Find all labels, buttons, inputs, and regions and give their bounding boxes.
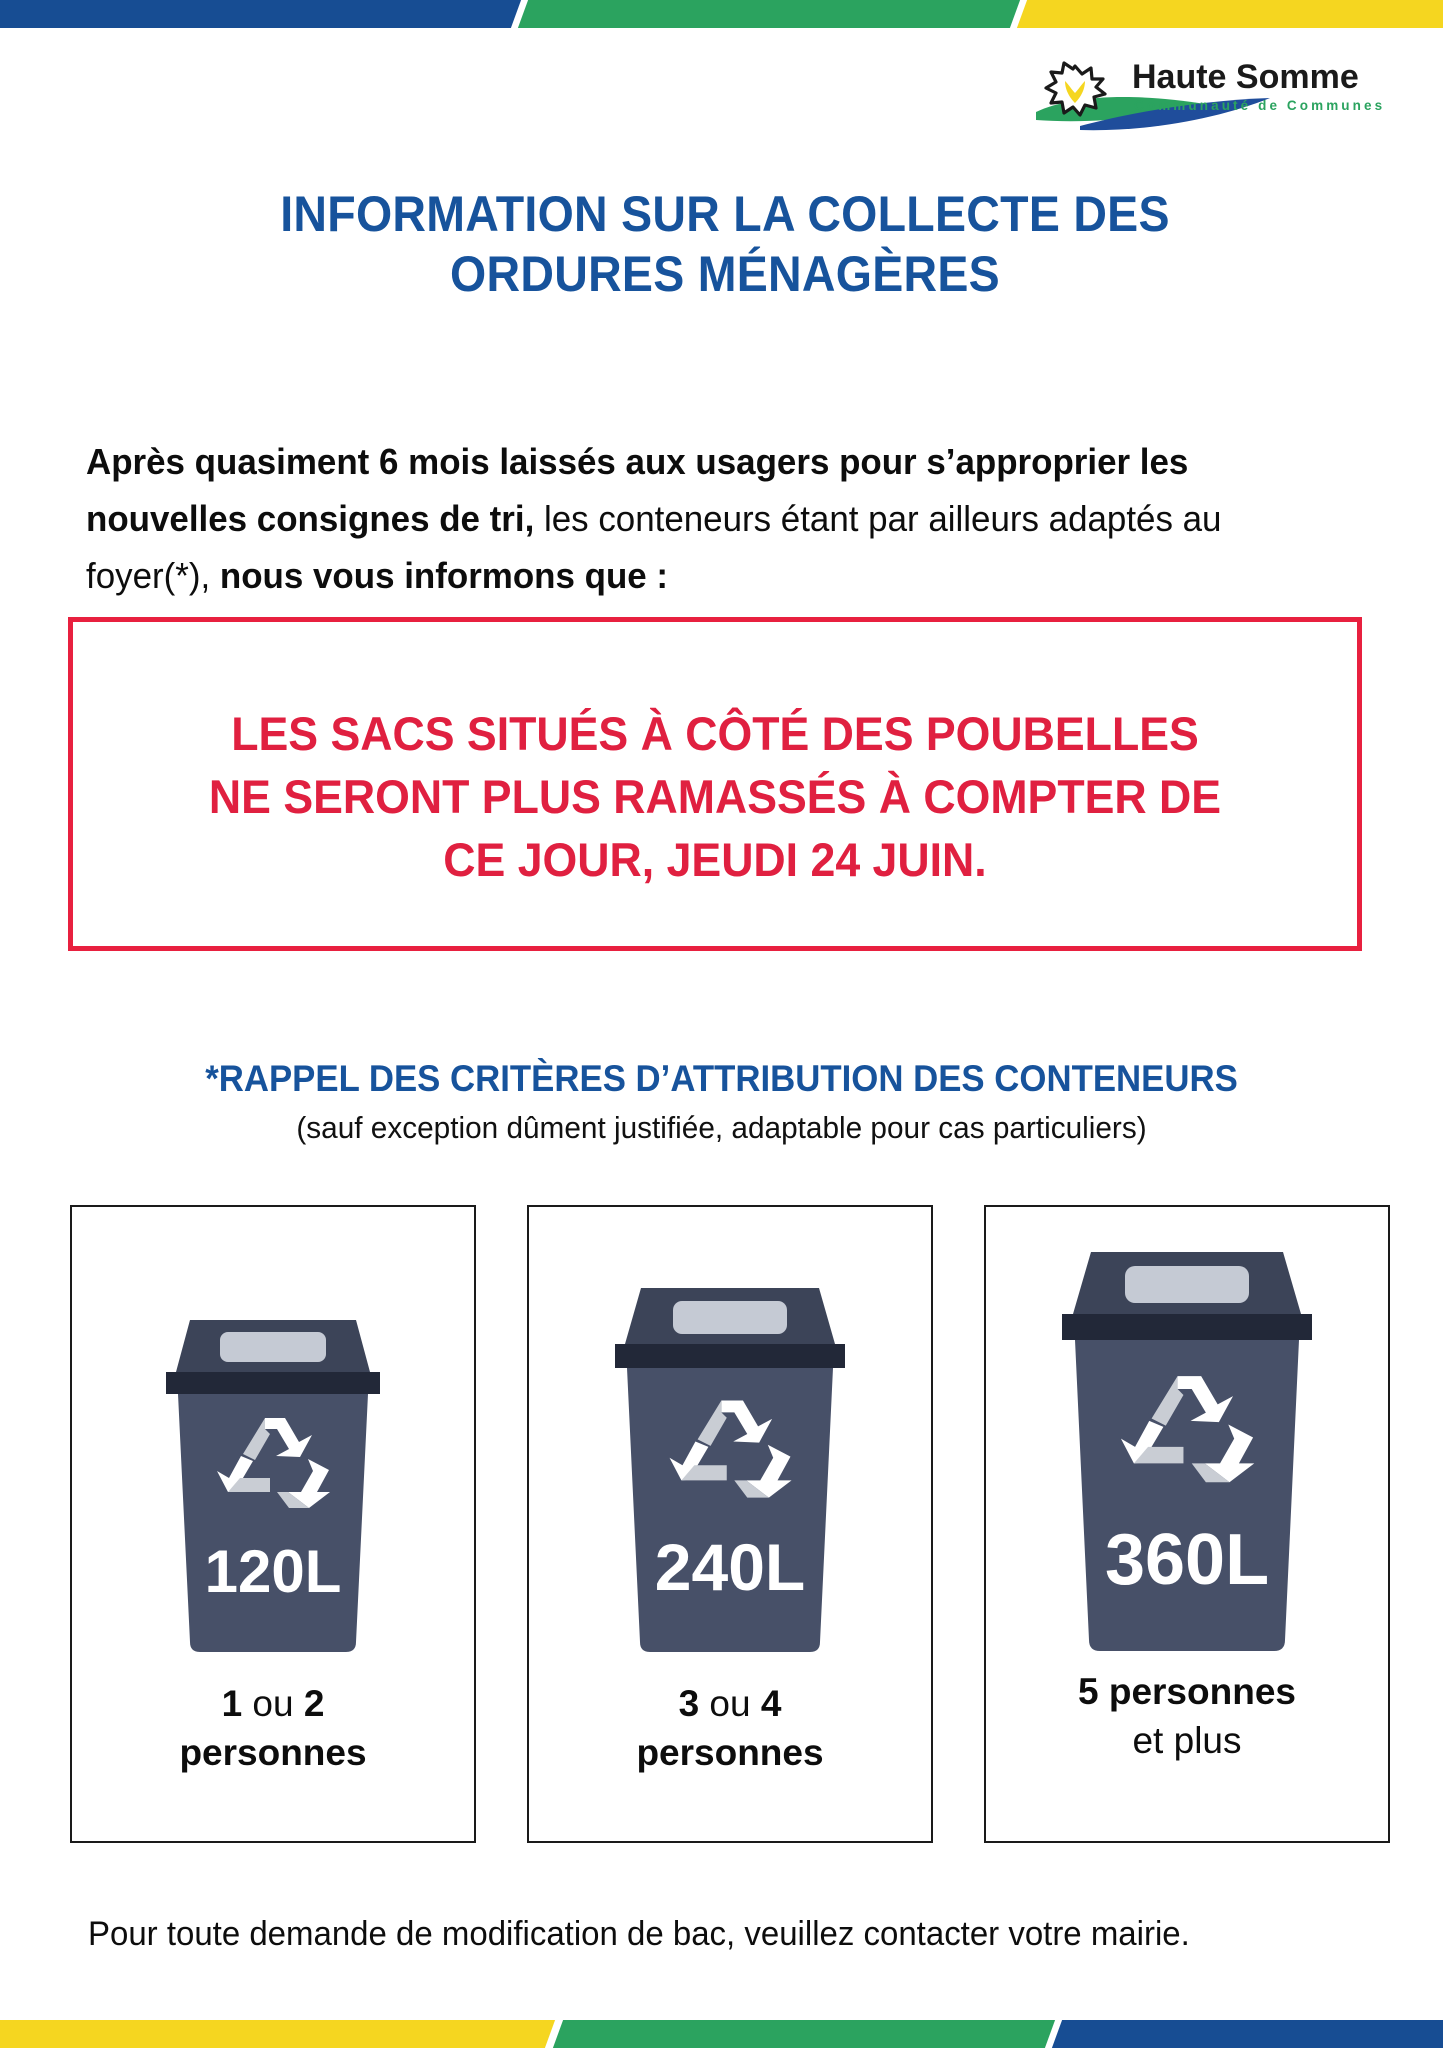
footer-note: Pour toute demande de modification de bac, veuillez contacter votre mairie. (88, 1915, 1190, 1953)
page-title-line-2: ORDURES MÉNAGÈRES (450, 246, 1000, 302)
caption-conjunction: ou (699, 1683, 761, 1724)
bin-criteria-cards (70, 1205, 1390, 1845)
bin-card-caption-360l (986, 1667, 1388, 1765)
bottom-bar-green-segment (553, 2020, 1055, 2048)
trash-bin-icon (595, 1280, 865, 1662)
bin-volume-label: 360L (1104, 1520, 1270, 1600)
alert-box (68, 617, 1362, 951)
top-bar-yellow-segment (1017, 0, 1443, 28)
caption-line-1 (72, 1679, 474, 1728)
bottom-bar-blue-segment (1052, 2020, 1443, 2048)
trash-bin-icon (148, 1312, 398, 1662)
criteria-heading: *RAPPEL DES CRITÈRES D’ATTRIBUTION DES CONTENEURS (205, 1058, 1238, 1099)
intro-bold-lead: Après quasiment 6 mois laissés aux usagers pour s’approprier les nouvelles consignes de tri, (86, 441, 1189, 539)
logo-subtitle: Communauté de Communes (1134, 98, 1386, 113)
caption-count-b: 2 (303, 1683, 325, 1724)
caption-count-a: 1 (221, 1683, 243, 1724)
top-color-bar (0, 0, 1443, 28)
intro-paragraph (86, 433, 1337, 604)
caption-line-2 (72, 1728, 474, 1777)
caption-count-a: 3 (678, 1683, 700, 1724)
alert-line-2: NE SERONT PLUS RAMASSÉS À COMPTER DE (208, 770, 1222, 823)
caption-line-1 (986, 1667, 1388, 1716)
bin-card-120l (70, 1205, 476, 1843)
caption-line-1 (529, 1679, 931, 1728)
alert-line-1: LES SACS SITUÉS À CÔTÉ DES POUBELLES (231, 707, 1199, 760)
bin-volume-label: 240L (654, 1530, 806, 1604)
trash-bin-icon (1041, 1244, 1333, 1662)
caption-count-b: 4 (760, 1683, 782, 1724)
caption-conjunction: ou (242, 1683, 304, 1724)
caption-noun: et plus (1132, 1720, 1242, 1761)
intro-normal-text: les conteneurs étant par ailleurs adaptés au foyer(*), (86, 498, 1222, 596)
bin-card-caption-240l (529, 1679, 931, 1777)
caption-line-2 (986, 1716, 1388, 1765)
page-title (162, 184, 1287, 304)
criteria-subheading: (sauf exception dûment justifiée, adaptable pour cas particuliers) (296, 1110, 1147, 1145)
bin-card-caption-120l (72, 1679, 474, 1777)
bottom-bar-yellow-segment (0, 2020, 555, 2048)
alert-line-3: CE JOUR, JEUDI 24 JUIN. (443, 833, 987, 886)
bin-card-240l (527, 1205, 933, 1843)
intro-bold-tail: nous vous informons que : (210, 555, 669, 596)
logo-icon (1020, 52, 1420, 132)
bin-card-360l (984, 1205, 1390, 1843)
caption-noun: personnes (636, 1732, 824, 1773)
bin-illustration-120l (72, 1307, 474, 1662)
logo-title: Haute Somme (1132, 58, 1359, 96)
bin-illustration-360l (986, 1239, 1388, 1662)
caption-line-2 (529, 1728, 931, 1777)
page-title-line-1: INFORMATION SUR LA COLLECTE DES (280, 186, 1170, 242)
caption-noun: personnes (179, 1732, 367, 1773)
caption-count-a: 5 personnes (1078, 1671, 1296, 1712)
bin-volume-label: 120L (204, 1538, 342, 1605)
bottom-color-bar (0, 2020, 1443, 2048)
top-bar-blue-segment (0, 0, 521, 28)
alert-text (105, 702, 1325, 891)
top-bar-green-segment (518, 0, 1020, 28)
bin-illustration-240l (529, 1275, 931, 1662)
haute-somme-logo (1020, 52, 1420, 132)
